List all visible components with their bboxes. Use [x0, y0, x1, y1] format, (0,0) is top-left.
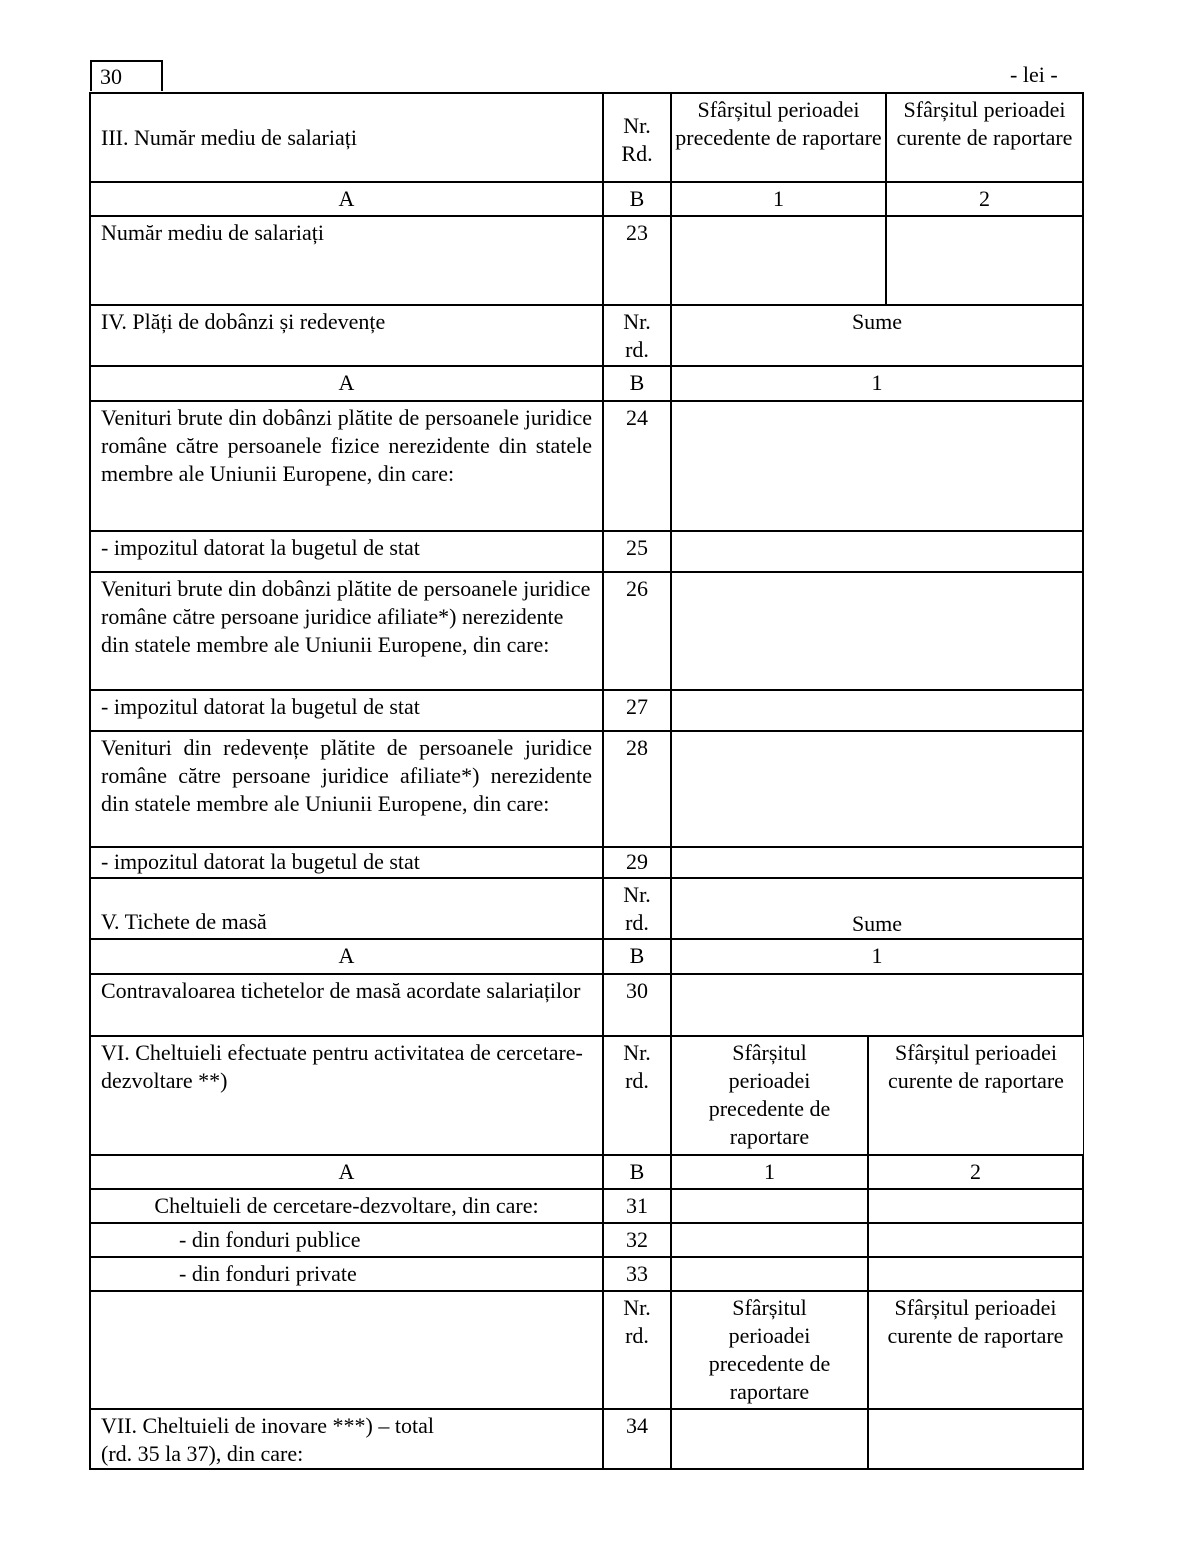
row-number: 34 — [604, 1410, 672, 1468]
s7-header-empty — [91, 1292, 604, 1408]
row-number: 28 — [604, 732, 672, 846]
s3-col2-header: Sfârșitul perioadei curente de raportare — [896, 97, 1073, 150]
table-row — [89, 730, 1084, 848]
s7-nr-header: Nr. rd. — [604, 1292, 672, 1408]
row-number: 25 — [604, 532, 672, 571]
table-row — [89, 571, 1084, 691]
value-cell[interactable] — [672, 1410, 869, 1468]
s7-col2-header: Sfârșitul perioadei curente de raportare — [887, 1295, 1064, 1348]
letter-2: 2 — [979, 186, 990, 211]
s3-title: III. Număr mediu de salariați — [91, 94, 604, 181]
row-label: Venituri brute din dobânzi plătite de persoanele juridice române către persoane juridice afiliate*) nerezidente din statele membre ale Uniunii Europene, din care: — [91, 573, 604, 689]
s6-nr-header: Nr. rd. — [604, 1037, 672, 1154]
table-row — [89, 1188, 1084, 1224]
table-row — [89, 1222, 1084, 1258]
value-cell[interactable] — [672, 532, 1082, 571]
table-row — [89, 689, 1084, 732]
s6-col1-header: Sfârșitul perioadei precedente de raportare — [672, 1037, 869, 1154]
row-number: 26 — [604, 573, 672, 689]
table-row — [89, 1408, 1084, 1470]
row-label: Venituri brute din dobânzi plătite de persoanele juridice române către persoanele fizice nerezidente din statele membre ale Uniunii Europene, din care: — [91, 402, 604, 530]
row-label: Număr mediu de salariați — [91, 217, 604, 304]
letter-1: 1 — [871, 370, 883, 395]
page-number: 30 — [90, 60, 163, 91]
letter-1: 1 — [871, 943, 883, 968]
value-cell[interactable] — [869, 1410, 1082, 1468]
s6-title: VI. Cheltuieli efectuate pentru activitatea de cercetare-dezvoltare **) — [91, 1037, 604, 1154]
currency-unit: - lei - — [1010, 62, 1058, 87]
s3-header-row — [89, 92, 1084, 183]
value-cell[interactable] — [672, 1258, 869, 1290]
row-label: VII. Cheltuieli de inovare ***) – total (rd. 35 la 37), din care: — [91, 1410, 604, 1468]
value-cell[interactable] — [869, 1224, 1082, 1256]
value-cell[interactable] — [672, 402, 1082, 530]
letter-1: 1 — [672, 1156, 869, 1188]
row-label: - impozitul datorat la bugetul de stat — [91, 532, 604, 571]
row-label: Cheltuieli de cercetare-dezvoltare, din care: — [91, 1190, 604, 1222]
table-row — [89, 973, 1084, 1037]
table-row — [89, 215, 1084, 306]
row-label: Venituri din redevențe plătite de persoanele juridice române către persoane juridice afiliate*) nerezidente din statele membre ale Uniunii Europene, din care: — [91, 732, 604, 846]
s4-sume-header: Sume — [851, 309, 903, 334]
s6-header-row — [89, 1035, 1084, 1156]
s7-col1-header: Sfârșitul perioadei precedente de raportare — [672, 1292, 869, 1408]
s7-header-row — [89, 1290, 1084, 1410]
s5-title: V. Tichete de masă — [91, 879, 604, 938]
table-row — [89, 400, 1084, 532]
letter-a: A — [91, 1156, 604, 1188]
letter-2: 2 — [970, 1159, 981, 1184]
s4-letter-row — [89, 365, 1084, 402]
row-number: 27 — [604, 691, 672, 730]
table-row — [89, 530, 1084, 573]
value-cell[interactable] — [672, 975, 1082, 1035]
letter-b: B — [604, 183, 672, 215]
letter-b: B — [604, 940, 672, 973]
letter-a: A — [91, 183, 604, 215]
value-cell[interactable] — [672, 217, 887, 304]
value-cell[interactable] — [869, 1258, 1082, 1290]
s4-title: IV. Plăți de dobânzi și redevențe — [91, 306, 604, 365]
value-cell[interactable] — [672, 691, 1082, 730]
value-cell[interactable] — [672, 732, 1082, 846]
value-cell[interactable] — [672, 1190, 869, 1222]
row-label: - impozitul datorat la bugetul de stat — [91, 691, 604, 730]
s5-nr-header: Nr. rd. — [604, 879, 672, 938]
s3-col1-header: Sfârșitul perioadei precedente de raportare — [672, 94, 887, 181]
row-number: 33 — [604, 1258, 672, 1290]
row-number: 32 — [604, 1224, 672, 1256]
row-number: 23 — [604, 217, 672, 304]
s6-letter-row — [89, 1154, 1084, 1190]
row-number: 31 — [604, 1190, 672, 1222]
letter-a: A — [91, 367, 604, 400]
value-cell[interactable] — [887, 217, 1082, 304]
table-row — [89, 846, 1084, 879]
letter-b: B — [604, 1156, 672, 1188]
s3-nr-header: Nr. Rd. — [604, 94, 672, 181]
value-cell[interactable] — [869, 1190, 1082, 1222]
row-number: 30 — [604, 975, 672, 1035]
s6-col2-header: Sfârșitul perioadei curente de raportare — [888, 1040, 1064, 1093]
s5-sume-header: Sume — [851, 911, 903, 936]
value-cell[interactable] — [672, 1224, 869, 1256]
s5-letter-row — [89, 938, 1084, 975]
letter-b: B — [604, 367, 672, 400]
table-row — [89, 1256, 1084, 1292]
letter-a: A — [91, 940, 604, 973]
s4-header-row — [89, 304, 1084, 367]
row-number: 29 — [604, 848, 672, 877]
s5-header-row — [89, 877, 1084, 940]
row-label: Contravaloarea tichetelor de masă acordate salariaților — [91, 975, 604, 1035]
s3-letter-row — [89, 181, 1084, 217]
s4-nr-header: Nr. rd. — [604, 306, 672, 365]
value-cell[interactable] — [672, 573, 1082, 689]
row-number: 24 — [604, 402, 672, 530]
row-label: - din fonduri publice — [91, 1224, 604, 1256]
letter-1: 1 — [672, 183, 887, 215]
row-label: - din fonduri private — [91, 1258, 604, 1290]
row-label: - impozitul datorat la bugetul de stat — [91, 848, 604, 877]
value-cell[interactable] — [672, 848, 1082, 877]
